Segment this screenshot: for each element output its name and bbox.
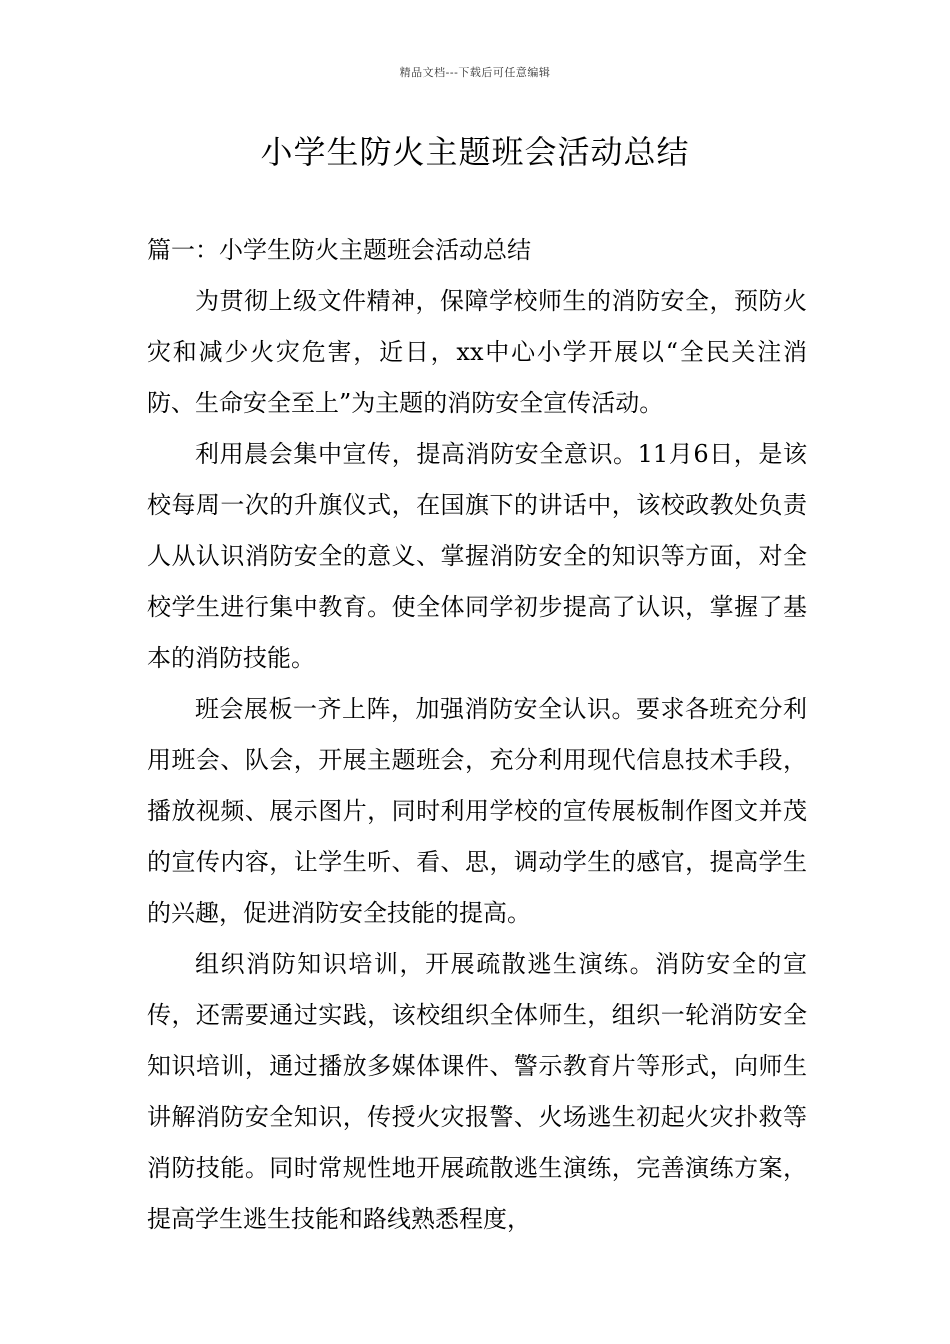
document-body: [147, 225, 807, 1245]
paragraph-3: 班会展板一齐上阵，加强消防安全认识。要求各班充分利用班会、队会，开展主题班会，充分利用现代信息技术手段，播放视频、展示图片，同时利用学校的宣传展板制作图文并茂的宣传内容，让学生听、看、思，调动学生的感官，提高学生的兴趣，促进消防安全技能的提高。: [147, 695, 807, 927]
paragraph-4: 组织消防知识培训，开展疏散逃生演练。消防安全的宣传，还需要通过实践，该校组织全体师生，组织一轮消防安全知识培训，通过播放多媒体课件、警示教育片等形式，向师生讲解消防安全知识，传授火灾报警、火场逃生初起火灾扑救等消防技能。同时常规性地开展疏散逃生演练，完善演练方案，提高学生逃生技能和路线熟悉程度，: [147, 950, 807, 1233]
paragraph-1: 为贯彻上级文件精神，保障学校师生的消防安全，预防火灾和减少火灾危害，近日，xx中心小学开展以“全民关注消防、生命安全至上”为主题的消防安全宣传活动。: [147, 287, 807, 417]
section-heading: 篇一：小学生防火主题班会活动总结: [147, 236, 531, 264]
document-title: 小学生防火主题班会活动总结: [260, 133, 690, 171]
paragraph-2: 利用晨会集中宣传，提高消防安全意识。11月6日，是该校每周一次的升旗仪式，在国旗下的讲话中，该校政教处负责人从认识消防安全的意义、掌握消防安全的知识等方面，对全校学生进行集中教育。使全体同学初步提高了认识，掌握了基本的消防技能。: [147, 440, 807, 672]
header-note: 精品文档---下载后可任意编辑: [399, 66, 551, 79]
